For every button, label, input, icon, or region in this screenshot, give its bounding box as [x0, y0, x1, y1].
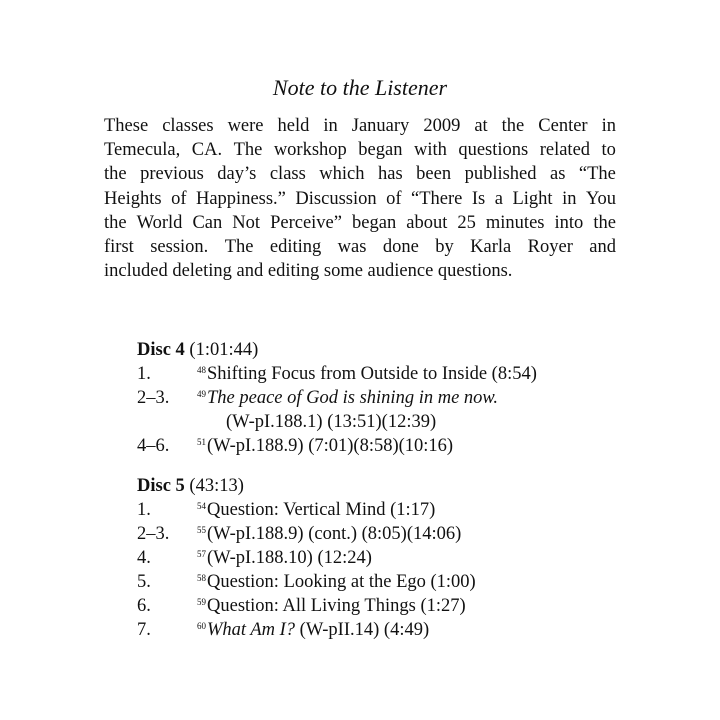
intro-word: CA.	[191, 140, 223, 161]
track-row	[137, 618, 430, 642]
disc-4-label: Disc 4	[137, 340, 185, 360]
intro-line	[104, 211, 616, 235]
intro-word: 25	[457, 212, 476, 233]
intro-word: These	[104, 116, 149, 136]
intro-word: World	[136, 212, 183, 233]
track-title: (W-pI.188.10) (12:24)	[207, 548, 372, 568]
intro-word: the	[104, 164, 127, 185]
track-number: 7.	[137, 620, 151, 640]
intro-line: included deleting and editing some audience questions.	[104, 261, 513, 282]
intro-word: of	[386, 188, 402, 209]
track-entry	[197, 498, 435, 522]
footnote-ref: 54	[197, 501, 206, 511]
intro-word: Light	[512, 188, 553, 209]
track-number: 2–3.	[137, 388, 170, 408]
intro-word: Royer	[527, 236, 573, 257]
intro-word: minutes	[485, 212, 545, 233]
intro-word: the	[593, 212, 616, 233]
track-entry	[197, 386, 498, 410]
intro-word: previous	[140, 164, 204, 185]
page-title: Note to the Listener	[272, 75, 448, 100]
track-row	[137, 594, 466, 618]
intro-word: Karla	[470, 236, 512, 257]
disc-4-duration: (1:01:44)	[189, 340, 259, 360]
intro-word: in	[562, 188, 577, 209]
track-number: 1.	[137, 364, 151, 384]
disc-4-heading	[137, 338, 258, 362]
intro-word: classes	[162, 116, 214, 136]
track-title: (W-pI.188.9) (cont.) (8:05)(14:06)	[207, 524, 462, 544]
footnote-ref: 58	[197, 573, 206, 583]
track-entry	[197, 522, 461, 546]
intro-word: Can	[192, 212, 223, 233]
track-title: Shifting Focus from Outside to Inside (8:54)	[207, 364, 537, 384]
intro-word: class	[269, 164, 306, 185]
intro-word: Is	[471, 188, 486, 209]
disc-5-section	[137, 474, 476, 642]
footnote-ref: 59	[197, 597, 206, 607]
intro-word: workshop	[273, 140, 347, 161]
intro-word: January	[351, 116, 410, 136]
track-number: 4–6.	[137, 436, 170, 456]
intro-word: questions	[458, 140, 529, 161]
track-entry	[197, 546, 372, 570]
intro-word: Not	[232, 212, 261, 233]
intro-word: Heights	[104, 188, 162, 209]
track-row	[137, 434, 454, 458]
track-number: 5.	[137, 572, 151, 592]
track-number: 6.	[137, 596, 151, 616]
intro-word: about	[406, 212, 448, 233]
intro-word: was	[337, 236, 367, 257]
track-number: 4.	[137, 548, 151, 568]
intro-word: at	[474, 116, 488, 136]
disc-5-label: Disc 5	[137, 476, 185, 496]
intro-word: in	[601, 116, 616, 136]
intro-word: day’s	[217, 164, 257, 185]
track-title: (W-pI.188.9) (7:01)(8:58)(10:16)	[207, 436, 454, 456]
track-row-continuation	[137, 410, 437, 434]
intro-word: began	[358, 140, 403, 161]
intro-word: to	[601, 140, 616, 161]
intro-word: began	[352, 212, 397, 233]
intro-word: been	[416, 164, 452, 185]
footnote-ref: 51	[197, 437, 206, 447]
intro-word: “There	[411, 188, 463, 209]
track-title: Question: All Living Things (1:27)	[207, 596, 466, 616]
intro-word: first	[104, 236, 134, 257]
intro-word: as	[550, 164, 566, 185]
intro-word: held	[277, 116, 310, 136]
intro-word: which	[319, 164, 365, 185]
track-title-italic: The peace of God is shining in me now.	[207, 388, 499, 408]
intro-word: published	[464, 164, 537, 185]
track-title: (W-pI.188.1) (13:51)(12:39)	[226, 412, 437, 432]
intro-word: with	[413, 140, 447, 161]
intro-word: done	[382, 236, 419, 257]
track-row	[137, 570, 476, 594]
track-row	[137, 522, 462, 546]
intro-word: in	[323, 116, 338, 136]
intro-word: editing	[269, 236, 322, 257]
track-row	[137, 498, 436, 522]
intro-word: session.	[150, 236, 209, 257]
footnote-ref: 48	[197, 365, 206, 375]
track-title-italic: What Am I?	[207, 620, 296, 640]
track-title: Question: Vertical Mind (1:17)	[207, 500, 436, 520]
track-number: 2–3.	[137, 524, 170, 544]
track-row	[137, 362, 537, 386]
intro-word: You	[585, 188, 616, 209]
intro-line	[104, 187, 616, 211]
intro-word: by	[435, 236, 454, 257]
intro-word: The	[233, 140, 263, 161]
intro-word: Perceive”	[270, 212, 342, 233]
intro-word: the	[104, 212, 127, 233]
intro-word: 2009	[423, 116, 461, 136]
intro-paragraph	[104, 114, 616, 283]
intro-word: of	[171, 188, 187, 209]
track-row	[137, 386, 499, 410]
track-row	[137, 546, 372, 570]
track-entry	[197, 594, 466, 618]
track-number: 1.	[137, 500, 151, 520]
intro-word: a	[494, 188, 503, 209]
intro-word: Happiness.”	[195, 188, 286, 209]
intro-word: “The	[578, 164, 616, 185]
track-title: (W-pII.14) (4:49)	[295, 620, 430, 640]
disc-5-duration: (43:13)	[189, 476, 244, 496]
intro-word: into	[554, 212, 584, 233]
intro-word: were	[227, 116, 264, 136]
footnote-ref: 49	[197, 389, 206, 399]
intro-word: has	[378, 164, 403, 185]
track-entry	[197, 434, 453, 458]
intro-line	[104, 235, 616, 259]
intro-word: Center	[538, 116, 588, 136]
track-entry	[197, 362, 537, 386]
footnote-ref: 55	[197, 525, 206, 535]
footnote-ref: 60	[197, 621, 206, 631]
intro-line	[104, 114, 616, 138]
intro-word: Temecula,	[104, 140, 181, 161]
track-entry	[197, 570, 476, 594]
disc-4-section	[137, 338, 537, 458]
intro-word: related	[539, 140, 591, 161]
footnote-ref: 57	[197, 549, 206, 559]
intro-line	[104, 162, 616, 186]
disc-5-heading	[137, 474, 244, 498]
intro-line	[104, 138, 616, 162]
intro-word: and	[589, 236, 616, 257]
intro-word: The	[224, 236, 254, 257]
track-entry	[197, 618, 429, 642]
intro-word: Discussion	[295, 188, 377, 209]
intro-word: the	[501, 116, 525, 136]
track-title: Question: Looking at the Ego (1:00)	[207, 572, 476, 592]
